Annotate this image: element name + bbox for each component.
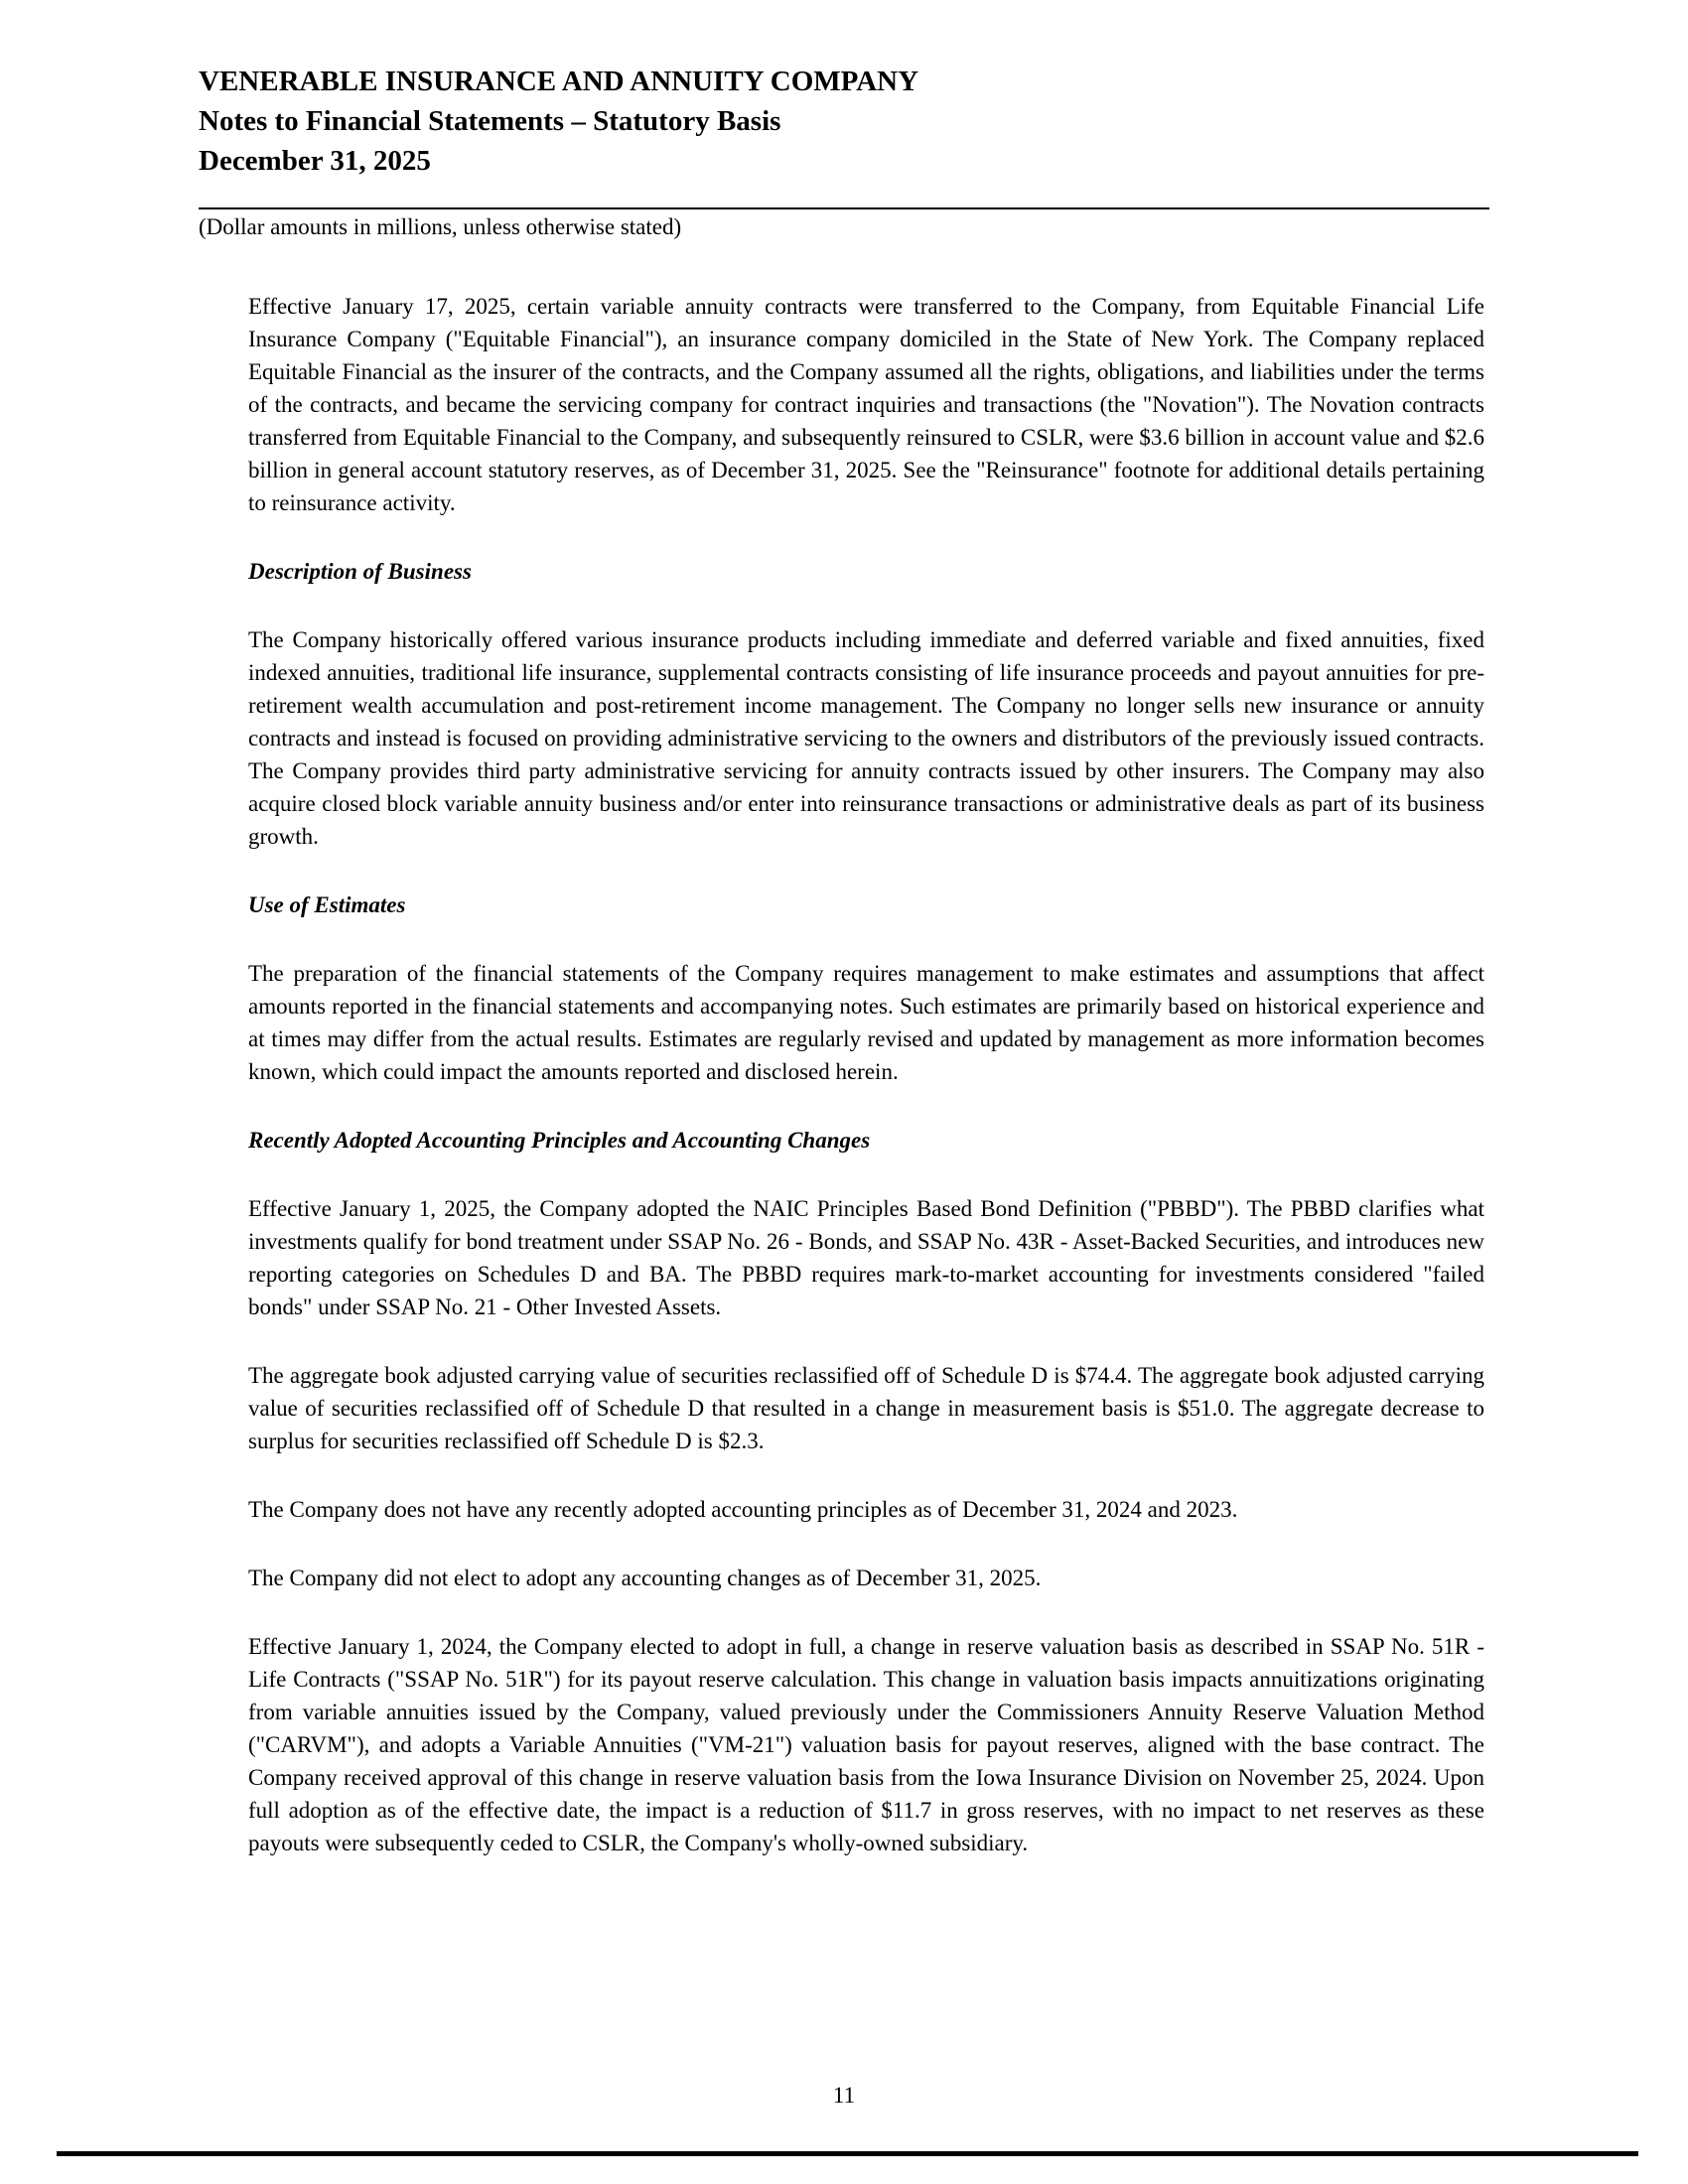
section-heading: Use of Estimates (248, 892, 406, 917)
footer-divider (57, 2151, 1638, 2156)
header-divider (199, 207, 1489, 209)
body-paragraph: Effective January 1, 2024, the Company elected to adopt in full, a change in reserve valuation basis as described in SSAP No. 51R - Life Contracts ("SSAP No. 51R") for its payout reserve calculation. This change in valuation basis impacts annuitizations originating from variable annuities issued by the Company, valued previously under the Commissioners Annuity Reserve Valuation Method ("CARVM"), and adopts a Variable Annuities ("VM-21") valuation basis for payout reserves, aligned with the base contract. The Company received approval of this change in reserve valuation basis from the Iowa Insurance Division on November 25, 2024. Upon full adoption as of the effective date, the impact is a reduction of $11.7 in gross reserves, with no impact to net reserves as these payouts were subsequently ceded to CSLR, the Company's wholly-owned subsidiary. (248, 1634, 1484, 1855)
section-heading: Recently Adopted Accounting Principles and Accounting Changes (248, 1128, 871, 1153)
document-date: December 31, 2025 (199, 145, 431, 177)
section-heading: Description of Business (248, 559, 472, 584)
units-note: (Dollar amounts in millions, unless otherwise stated) (199, 214, 682, 239)
body-paragraph: Effective January 1, 2025, the Company adopted the NAIC Principles Based Bond Definition ("PBBD"). The PBBD clarifies what investments qualify for bond treatment under SSAP No. 26 - Bonds, and SSAP No. 43R - Asset-Backed Securities, and introduces new reporting categories on Schedules D and BA. The PBBD requires mark-to-market accounting for investments considered "failed bonds" under SSAP No. 21 - Other Invested Assets. (248, 1196, 1484, 1319)
document-body (248, 290, 1484, 1895)
body-paragraph: The aggregate book adjusted carrying value of securities reclassified off of Schedule D is $74.4. The aggregate book adjusted carrying value of securities reclassified off of Schedule D that resulted in a change in measurement basis is $51.0. The aggregate decrease to surplus for securities reclassified off Schedule D is $2.3. (248, 1363, 1484, 1453)
body-paragraph: The Company did not elect to adopt any accounting changes as of December 31, 2025. (248, 1566, 1042, 1590)
body-paragraph: The Company historically offered various insurance products including immediate and deferred variable and fixed annuities, fixed indexed annuities, traditional life insurance, supplemental contracts consisting of life insurance proceeds and payout annuities for pre-retirement wealth accumulation and post-retirement income management. The Company no longer sells new insurance or annuity contracts and instead is focused on providing administrative servicing to the owners and distributors of the previously issued contracts. The Company provides third party administrative servicing for annuity contracts issued by other insurers. The Company may also acquire closed block variable annuity business and/or enter into reinsurance transactions or administrative deals as part of its business growth. (248, 627, 1484, 849)
document-header (199, 62, 1489, 181)
document-title: Notes to Financial Statements – Statutory Basis (199, 105, 781, 137)
company-name: VENERABLE INSURANCE AND ANNUITY COMPANY (199, 66, 919, 97)
page-number: 11 (832, 2083, 856, 2108)
body-paragraph: Effective January 17, 2025, certain variable annuity contracts were transferred to the Company, from Equitable Financial Life Insurance Company ("Equitable Financial"), an insurance company domiciled in the State of New York. The Company replaced Equitable Financial as the insurer of the contracts, and the Company assumed all the rights, obligations, and liabilities under the terms of the contracts, and became the servicing company for contract inquiries and transactions (the "Novation"). The Novation contracts transferred from Equitable Financial to the Company, and subsequently reinsured to CSLR, were $3.6 billion in account value and $2.6 billion in general account statutory reserves, as of December 31, 2025. See the "Reinsurance" footnote for additional details pertaining to reinsurance activity. (248, 294, 1484, 515)
body-paragraph: The preparation of the financial statements of the Company requires management to make estimates and assumptions that affect amounts reported in the financial statements and accompanying notes. Such estimates are primarily based on historical experience and at times may differ from the actual results. Estimates are regularly revised and updated by management as more information becomes known, which could impact the amounts reported and disclosed herein. (248, 961, 1484, 1084)
body-paragraph: The Company does not have any recently adopted accounting principles as of December 31, 2024 and 2023. (248, 1497, 1238, 1522)
